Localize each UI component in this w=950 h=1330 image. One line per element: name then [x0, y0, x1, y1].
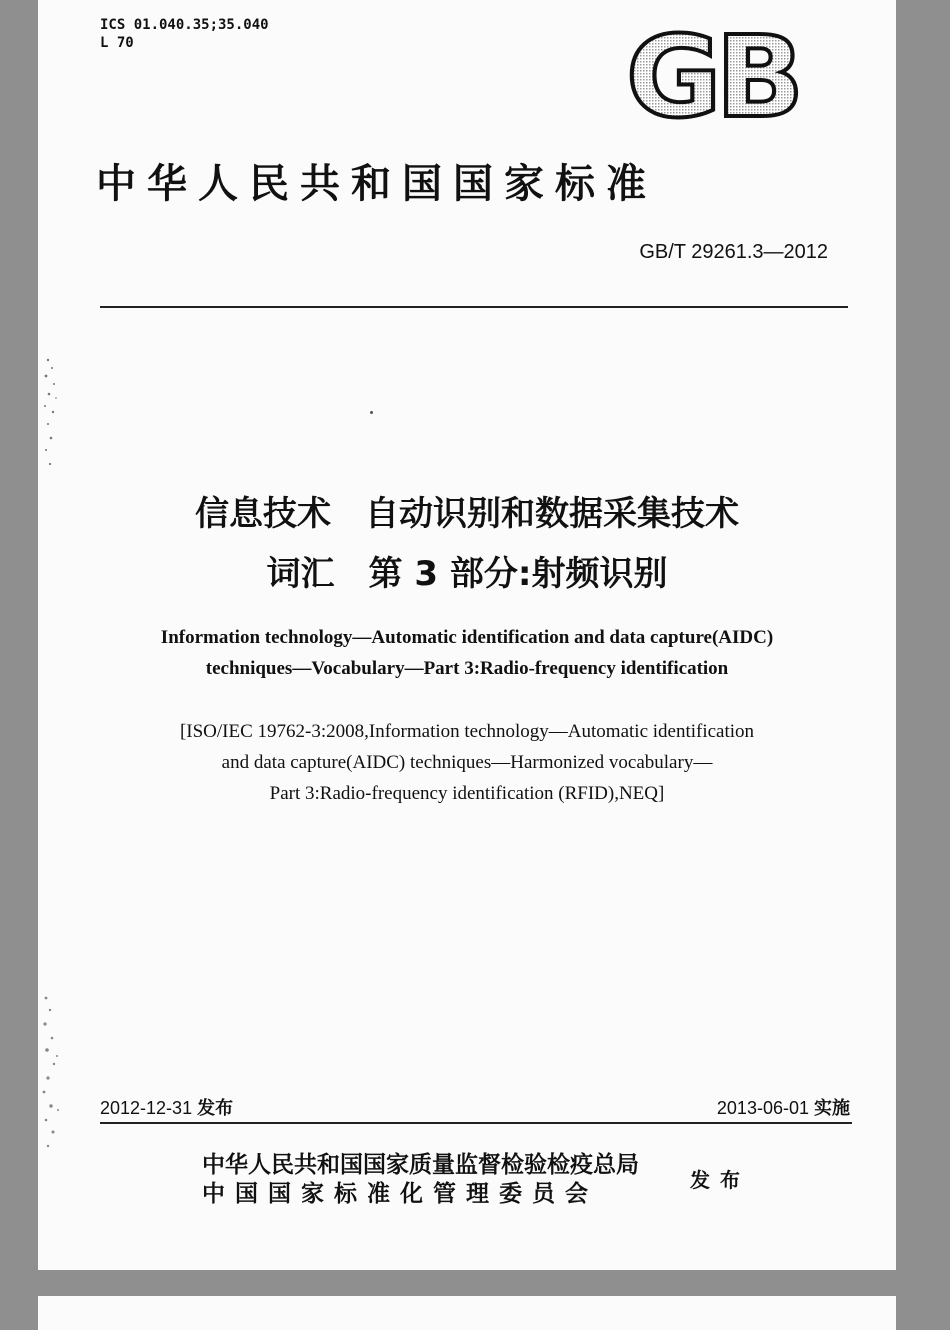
scan-shadow-icon — [40, 990, 80, 1160]
implement-label: 实施 — [814, 1098, 850, 1119]
next-page-edge — [38, 1296, 896, 1330]
standard-title: 中华人民共和国国家标准 — [96, 160, 657, 207]
document-page — [38, 0, 896, 1270]
standard-number: GB/T 29261.3—2012 — [639, 241, 828, 263]
reference-line-1: [ISO/IEC 19762-3:2008,Information technology—Automatic identification — [179, 721, 755, 742]
english-title-line-1: Information technology—Automatic identification and data capture(AIDC) — [160, 627, 774, 648]
issuer-org-1: 中华人民共和国国家质量监督检验检疫总局 — [202, 1151, 639, 1178]
issuing-organizations — [202, 1150, 639, 1208]
ccs-code: L 70 — [100, 35, 134, 51]
issuer-org-2: 中国国家标准化管理委员会 — [202, 1180, 598, 1207]
scan-dot — [370, 411, 373, 414]
top-divider — [100, 306, 848, 308]
classification-codes — [100, 16, 269, 52]
implement-date-value: 2013-06-01 — [716, 1098, 809, 1118]
ics-code: ICS 01.040.35;35.040 — [100, 17, 269, 33]
english-title-line-2: techniques—Vocabulary—Part 3:Radio-frequency identification — [205, 658, 729, 679]
bottom-divider — [100, 1122, 852, 1124]
logo-text: GB — [626, 28, 798, 124]
reference-line-2: and data capture(AIDC) techniques—Harmonized vocabulary— — [221, 752, 713, 773]
gb-logo-icon — [622, 28, 804, 124]
chinese-title-line-2: 词汇 第 3 部分:射频识别 — [266, 554, 668, 594]
issue-date — [100, 1094, 233, 1120]
issue-label: 发布 — [197, 1098, 234, 1119]
chinese-title-line-1: 信息技术 自动识别和数据采集技术 — [195, 494, 739, 534]
reference-line-3: Part 3:Radio-frequency identification (RFID),NEQ] — [269, 783, 665, 804]
implement-date — [717, 1094, 850, 1120]
issue-date-value: 2012-12-31 — [100, 1098, 193, 1118]
scan-speckle-icon — [40, 350, 80, 480]
publish-label: 发布 — [690, 1168, 750, 1192]
